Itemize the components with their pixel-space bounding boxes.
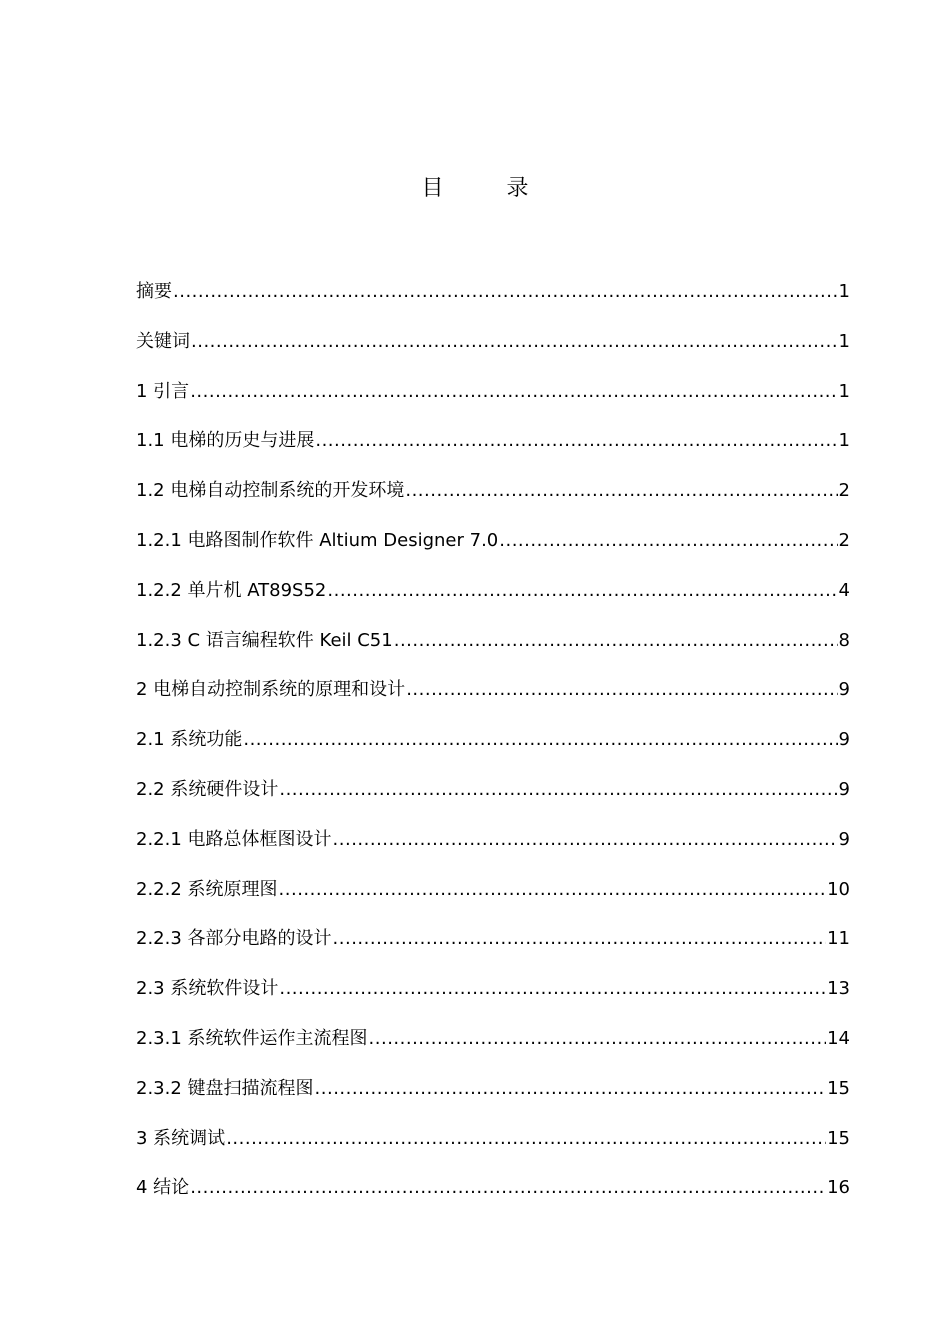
toc-entry-text: 2.1 系统功能 <box>136 729 243 751</box>
toc-entry-text: 2.3 系统软件设计 <box>136 978 279 1000</box>
toc-entry-2-2-2[interactable] <box>136 876 850 926</box>
dot-leader <box>499 527 837 555</box>
toc-entry-2-2[interactable] <box>136 776 850 826</box>
toc-entry-1-2[interactable] <box>136 477 850 527</box>
toc-page-number: 8 <box>838 629 850 651</box>
table-of-contents <box>136 278 850 1224</box>
toc-page-number: 9 <box>838 778 850 800</box>
dot-leader <box>191 328 838 356</box>
toc-page-number: 2 <box>838 529 850 551</box>
toc-entry-text: 2 电梯自动控制系统的原理和设计 <box>136 679 406 701</box>
dot-leader <box>369 1025 827 1053</box>
toc-page-number: 1 <box>838 330 850 352</box>
dot-leader <box>243 726 837 754</box>
toc-page-number: 1 <box>838 380 850 402</box>
toc-entry-2-3[interactable] <box>136 975 850 1025</box>
toc-entry-abstract[interactable] <box>136 278 850 328</box>
dot-leader <box>279 876 827 904</box>
toc-entry-2-3-1[interactable] <box>136 1025 850 1075</box>
toc-entry-text: 2.2 系统硬件设计 <box>136 778 279 800</box>
page-title: 目 录 <box>421 176 557 201</box>
toc-entry-1-1[interactable] <box>136 427 850 477</box>
toc-entry-text: 1.2 电梯自动控制系统的开发环境 <box>136 480 405 502</box>
toc-page-number: 9 <box>838 828 850 850</box>
dot-leader <box>333 826 838 854</box>
dot-leader <box>406 676 837 704</box>
toc-page-number: 13 <box>827 978 850 1000</box>
toc-entry-text: 关键词 <box>136 330 190 352</box>
dot-leader <box>279 776 837 804</box>
dot-leader <box>315 427 837 455</box>
dot-leader <box>327 577 837 605</box>
toc-entry-text: 4 结论 <box>136 1177 190 1199</box>
toc-entry-text: 摘要 <box>136 281 172 302</box>
toc-entry-text: 1 引言 <box>136 380 190 402</box>
toc-page-number: 2 <box>838 480 850 502</box>
toc-entry-2[interactable] <box>136 676 850 726</box>
toc-entry-1-2-2[interactable] <box>136 577 850 627</box>
toc-entry-text: 2.3.1 系统软件运作主流程图 <box>136 1027 368 1049</box>
toc-entry-text: 2.2.2 系统原理图 <box>136 878 278 900</box>
toc-entry-text: 1.2.1 电路图制作软件 Altium Designer 7.0 <box>136 529 499 551</box>
toc-entry-2-2-1[interactable] <box>136 826 850 876</box>
dot-leader <box>315 1075 827 1103</box>
dot-leader <box>226 1125 826 1153</box>
toc-entry-text: 2.3.2 键盘扫描流程图 <box>136 1077 314 1099</box>
toc-entry-1[interactable] <box>136 378 850 428</box>
dot-leader <box>190 378 837 406</box>
toc-entry-3[interactable] <box>136 1125 850 1175</box>
toc-page-number: 1 <box>838 430 850 452</box>
toc-entry-keywords[interactable] <box>136 328 850 378</box>
toc-page-number: 4 <box>838 579 850 601</box>
dot-leader <box>333 925 827 953</box>
toc-entry-1-2-3[interactable] <box>136 627 850 677</box>
toc-entry-text: 1.2.2 单片机 AT89S52 <box>136 579 327 601</box>
toc-entry-text: 2.2.1 电路总体框图设计 <box>136 828 332 850</box>
toc-page-number: 15 <box>827 1077 850 1099</box>
toc-page-number: 11 <box>827 928 850 950</box>
dot-leader <box>405 477 837 505</box>
toc-page-number: 9 <box>838 679 850 701</box>
toc-entry-text: 1.1 电梯的历史与进展 <box>136 430 315 452</box>
toc-page-number: 10 <box>827 878 850 900</box>
toc-entry-1-2-1[interactable] <box>136 527 850 577</box>
toc-page-number: 14 <box>827 1027 850 1049</box>
toc-entry-2-3-2[interactable] <box>136 1075 850 1125</box>
toc-entry-text: 1.2.3 C 语言编程软件 Keil C51 <box>136 629 393 651</box>
toc-entry-2-1[interactable] <box>136 726 850 776</box>
toc-entry-text: 2.2.3 各部分电路的设计 <box>136 928 332 950</box>
toc-page-number: 15 <box>827 1127 850 1149</box>
toc-page-number: 16 <box>827 1177 850 1199</box>
toc-entry-4[interactable] <box>136 1174 850 1224</box>
toc-page-number: 1 <box>838 281 850 302</box>
dot-leader <box>394 627 838 655</box>
dot-leader <box>279 975 826 1003</box>
dot-leader <box>173 278 838 306</box>
toc-entry-text: 3 系统调试 <box>136 1127 226 1149</box>
toc-entry-2-2-3[interactable] <box>136 925 850 975</box>
dot-leader <box>190 1174 826 1202</box>
toc-page-number: 9 <box>838 729 850 751</box>
